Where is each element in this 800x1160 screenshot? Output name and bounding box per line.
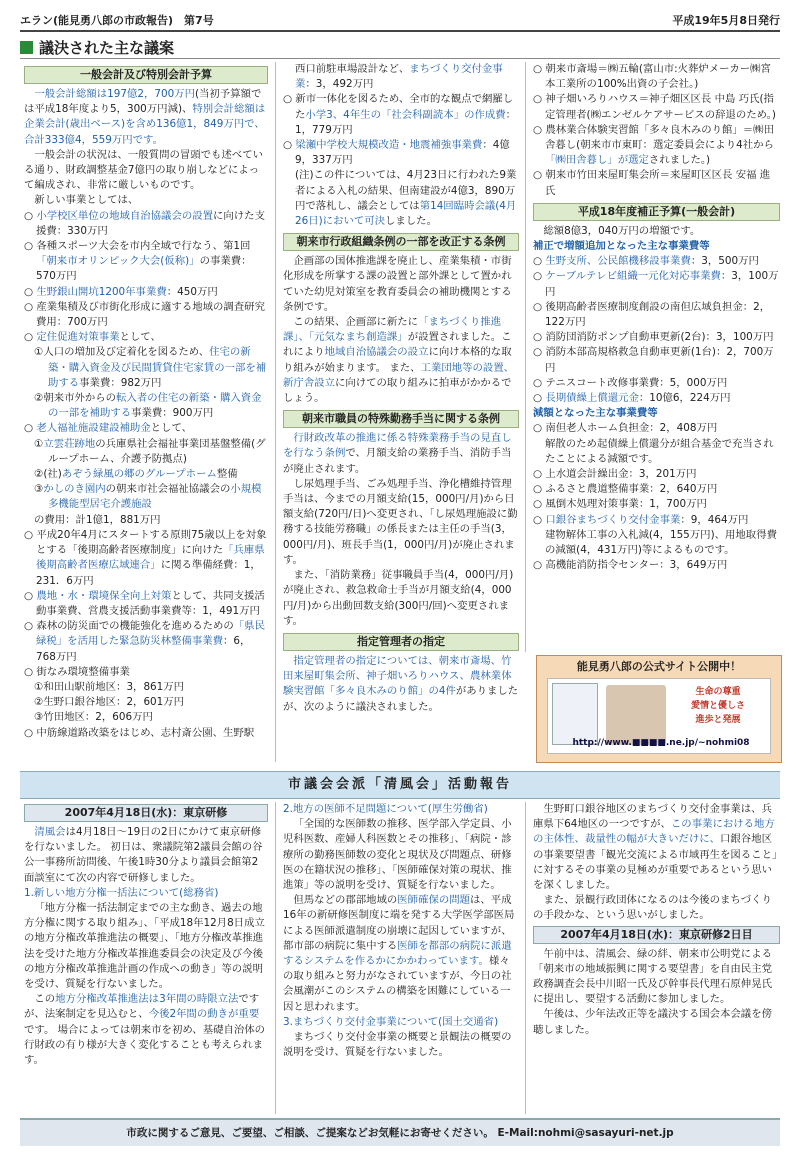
site-screenshot [547, 678, 771, 754]
topic-heading: 1.新しい地方分権一括法について(総務省) [24, 886, 219, 899]
supplementary-budget-heading: 平成18年度補正予算(一般会計) [533, 203, 780, 221]
sub-item: ①立雲荘跡地の兵庫県社会福祉事業団基盤整備(グループホーム、介護予防拠点) [34, 437, 266, 465]
list-item: ○ 南但老人ホーム負担金：2，408万円 [533, 422, 718, 435]
paragraph: また、景観行政団体になるのは今後のまちづくりの手段かな、という思いがしました。 [533, 894, 772, 922]
paragraph: 「地方分権一括法制定までの主な動き、過去の地方分権に関する取り組み」、「平成18年12月8日成立の地方分権改革推進法の概要」、「地方分権改革推進法を受けた地方分権改革推進委員会の決定及び今後の地方分権改革推進計画の作成への動き」等の説明を受け、質疑を行ないました。 [24, 902, 265, 991]
sub-item: ②生野口銀谷地区：2，601万円 [34, 696, 185, 709]
tokyo-training-day2-heading: 2007年4月18日(水)：東京研修2日目 [533, 926, 780, 944]
activity-report-title: 市議会会派「清風会」活動報告 [20, 771, 780, 799]
activity-column-1 [24, 802, 268, 1116]
list-item: ○ 老人福祉施設建設補助金として、 [24, 422, 193, 435]
list-item: ○ テニスコート改修事業費：5，000万円 [533, 376, 728, 389]
newsletter-title: エラン(能見勇八郎の市政報告) 第7号 [20, 14, 214, 27]
list-item: ○ ふるさと農道整備事業：2，640万円 [533, 483, 718, 496]
banner-title: 能見勇八郎の公式サイト公開中！ [576, 660, 742, 673]
paragraph: 総額8億3，040万円の増額です。 [543, 224, 701, 237]
activity-column-3 [533, 802, 780, 1116]
paragraph: 但馬などの郡部地域の医師確保の問題は、平成16年の新研修医制度に端を発する大学医学部医局による医師派遣制度の崩壊に起因していますが、都市部の病院に集中する医師を都部の病院に派遣するシステムを作るかにかかわっています。様々の取り組みと努力がなされていますが、今日の社会風潮がこのシステムの構築を困難にしている一因と思われます。 [283, 894, 515, 1013]
issue-date: 平成19年5月8日発行 [672, 14, 780, 27]
section-title-text: 議決された主な議案 [39, 38, 175, 57]
allowance-heading: 朝来市職員の特殊勤務手当に関する条例 [283, 410, 519, 428]
paragraph: 一般会計の状況は、一般質問の冒頭でも述べている通り、財政調整基金7億円の取り崩しなどによって編成され、非常に厳しいものです。 [24, 148, 263, 192]
paragraph: 指定管理者の指定については、朝来市斎場、竹田来屋町集会所、神子畑いろりハウス、農林業体験実習館「多々良木みのり館」の4件がありましたが、次のように議決されました。 [283, 654, 519, 713]
tokyo-training-heading: 2007年4月18日(水)：東京研修 [24, 804, 268, 822]
topic-heading: 3.まちづくり交付金事業について(国土交通省) [283, 1015, 499, 1028]
list-item: ○ 森林の防災面での機能強化を進めるための「県民緑税」を活用した緊急防災林整備事業費：6，768万円 [24, 620, 265, 663]
footer-contact: 市政に関するご意見、ご要望、ご相談、ご提案などお気軽にお寄せください。 E-Mail:nohmi@sasayuri-net.jp [20, 1118, 780, 1146]
list-item: ○ 生野支所、公民館機移設事業費：3，500万円 [533, 255, 759, 268]
sub-item: ③竹田地区：2，606万円 [34, 711, 153, 724]
note: 建物解体工事の入札減(4，155万円)、用地取得費の減額(4，431万円)等によるものです。 [545, 528, 777, 557]
paragraph: 午後は、少年法改正等を議決する国会本会議を傍聴しました。 [533, 1008, 772, 1036]
list-item: ○ 口銀谷まちづくり交付金事業：9，464万円 [533, 513, 749, 526]
sub-item: ①和田山駅前地区：3，861万円 [34, 680, 185, 693]
list-item: ○ 中筋線道路改築をはじめ、志村斎公園、生野駅 [24, 726, 255, 739]
list-item: ○ 街なみ環境整備事業 [24, 665, 130, 678]
list-item: ○ ケーブルテレビ組織一元化対応事業費：3，100万円 [533, 270, 779, 298]
column-divider [525, 802, 526, 1114]
list-item: ○ 高機能消防指令センター：3，649万円 [533, 559, 728, 572]
sub-item: ②朝来市外からの転入者の住宅の新築・購入資金の一部を補助する事業費：900万円 [34, 392, 262, 420]
paragraph: 企画部の国体推進課を廃止し、産業集積・市街化形成を所掌する課の設置と部外課として置かれていた幼児対策室を教育委員会の補助機関とする条例です。 [283, 255, 512, 313]
note: 解散のため起債繰上償還分が組合基金で充当されたことによる減額です。 [545, 437, 774, 465]
paragraph: 新しい事業としては、 [34, 194, 139, 207]
note: (注)この件については、4月23日に行われた9業者による入札の結果、但南建設が4億3，890万円で落札し、議会としては第14回臨時会議(4月26日)において可決しました。 [295, 169, 517, 228]
list-item: ○ 後期高齢者医療制度創設の南但広域負担金：2，122万円 [533, 300, 771, 329]
general-budget-heading: 一般会計及び特別会計予算 [24, 66, 268, 84]
list-item: ○ 定住促進対策事業として、 [24, 331, 161, 344]
square-icon [20, 41, 33, 54]
list-item: ○ 各種スポーツ大会を市内全域で行なう、第1回「朝来市オリンピック大会(仮称)」の事業費：570万円 [24, 240, 252, 283]
list-item: ○ 長期債繰上償還元金：10億6，224万円 [533, 392, 731, 405]
list-item: ○ 消防団消防ポンプ自動車更新(2台)：3，100万円 [533, 331, 774, 344]
paragraph: 西口前駐車場設計など、まちづくり交付金事業：3，492万円 [295, 63, 503, 91]
topic-heading: 2.地方の医師不足問題について(厚生労働省) [283, 803, 488, 815]
column-2 [283, 62, 519, 767]
sub-item: の費用：計1億1，881万円 [34, 513, 161, 526]
paragraph: 「全国的な医師数の推移、医学部入学定員、小児科医数、産婦人科医数とその推移」、「病院・診療所の勤務医師数の変化と現状及び問題点、研修医の在籍状況の推移」、「医師確保対策の現状、推進策」等の説明を受け、質疑を行ないました。 [283, 818, 512, 892]
list-item: ○ 平成20年4月にスタートする原則75歳以上を対象とする「後期高齢者医療制度」に向けた「兵庫県後期高齢者医療広域連合」に関る準備経費：1，231．6万円 [24, 528, 267, 587]
increase-heading: 補正で増額追加となった主な事業費等 [533, 240, 710, 253]
column-divider [275, 802, 276, 1114]
list-item: ○ 農林業合体験実習館「多々良木みのり館」＝㈱田舎暮し(朝来市市東町：選定委員会により4社から「㈱田舎暮し」が選定されました。) [533, 123, 774, 167]
section-title [20, 36, 780, 59]
paragraph: まちづくり交付金事業の概要と景観法の概要の説明を受け、質疑を行ないました。 [283, 1031, 512, 1059]
column-1 [24, 62, 268, 767]
paragraph: この結果、企画部に新たに「まちづくり推進課」、「元気なまち創造課」が設置されました。これにより地域自治協議会の設立に向け本格的な取り組みが始まります。 また、工業団地等の設置、新庁舎設立に向けての取り組みに拍車がかかるでしょう。 [283, 316, 515, 405]
list-item: ○ 梁瀬中学校大規模改造・地震補強事業費：4億9，337万円 [283, 139, 510, 167]
decrease-heading: 減額となった主な事業費等 [533, 407, 658, 420]
list-item: ○ 風倒木処理対策事業：1，700万円 [533, 498, 707, 511]
list-item: ○ 神子畑いろりハウス＝神子畑区区長 中島 巧氏(指定管理者(㈱エンゼルケアサービスの辞退のため。) [533, 93, 776, 121]
activity-column-2 [283, 802, 519, 1116]
paragraph: 生野町口銀谷地区のまちづくり交付金事業は、兵庫県下64地区の一つですが、この事業における地方の主体性、裁量性の幅が大きいだけに、口銀谷地区の事業要望書「観光交流による市域再生を図ること」に対するその事業の見極めが重要であるという思いを深くしました。 [533, 803, 778, 892]
column-divider [525, 62, 526, 652]
list-item: ○ 小学校区単位の地域自治協議会の設置に向けた支援費：330万円 [24, 209, 265, 237]
list-item: ○ 上水道会計繰出金：3，201万円 [533, 468, 697, 481]
ordinance-heading: 朝来市行政組織条例の一部を改正する条例 [283, 233, 519, 251]
list-item: ○ 農地・水・環境保全向上対策として、共同支援活動事業費、営農支援活動事業費等：1，491万円 [24, 589, 265, 617]
paragraph: この地方分権改革推進法は3年間の時限立法ですが、法案制定を見込むと、今後2年間の動きが重要です。 場合によっては朝来市を初め、基礎自治体の行財政の有り様が大きく変化することも考えられます。 [24, 993, 266, 1067]
sub-item: ①人口の増加及び定着化を図るため、住宅の新築・購入資金及び民間賃貸住宅家賃の一部を補助する事業費：982万円 [34, 346, 267, 389]
paragraph: また、「消防業務」従事職員手当(4，000円/月)が廃止され、救急救命士手当が月額支給(4，000円/月)から出動回数支給(300円/回)へ変更されます。 [283, 569, 514, 627]
portrait-photo [606, 685, 666, 745]
paragraph: し尿処理手当、ごみ処理手当、浄化槽維持管理手当は、今までの月額支給(15，000円/月)から日額支給(720円/日)へ変更され、「し尿処理施設に勤務する技能労務職」の係長または主任の手当(3，000円/月)、班長手当(1，000円/月)が廃止されます。 [283, 477, 518, 566]
list-item: ○ 朝来市斎場＝㈱五輪(富山市:火葬炉メーカー㈱宮本工業所の100%出資の子会社。) [533, 63, 771, 91]
column-3 [533, 62, 780, 654]
slogan: 生命の尊重 愛情と優しさ 進歩と発展 [690, 687, 745, 725]
paragraph: 午前中は、清風会、緑の絆、朝来市公明党による「朝来市の地域振興に関する要望書」を自由民主党政務調査会長中川昭一氏及び幹事長代理石原伸晃氏に提出し、要望する活動に参加しました。 [533, 947, 772, 1006]
list-item: ○ 消防本部高規格救急自動車更新(1台)：2，700万円 [533, 346, 774, 374]
official-site-banner[interactable] [536, 655, 782, 763]
designated-manager-heading: 指定管理者の指定 [283, 633, 519, 651]
sub-item: ③かしのき園内の朝来市社会福祉協議会の小規模多機能型居宅介護施設 [34, 483, 262, 511]
list-item: ○ 新市一体化を図るため、全市的な観点で網羅した小学3、4年生の「社会科副読本」の作成費：1，779万円 [283, 93, 517, 136]
page-header [20, 8, 780, 32]
list-item: ○ 生野銀山開坑1200年事業費：450万円 [24, 285, 218, 298]
site-url-link[interactable]: http://www.■■■■.ne.jp/~nohmi08 [572, 738, 750, 748]
list-item: ○ 産業集積及び市街化形成に適する地域の調査研究費用：700万円 [24, 300, 265, 329]
sub-item: ②(社)あぞう緑風の郷のグループホーム整備 [34, 468, 238, 481]
column-divider [275, 62, 276, 762]
list-item: ○ 朝来市竹田来屋町集会所＝来屋町区区長 安福 進氏 [533, 169, 771, 197]
site-menu-thumbnail [552, 683, 598, 745]
paragraph: 清風会は4月18日～19日の2日にかけて東京研修を行ないました。 初日は、衆議院第2議員会館の谷 公一事務所訪問後、午後1時30分より議員会館第2面談室にて次の内容で研修しました。 [24, 826, 263, 884]
paragraph: 一般会計総額は197億2，700万円(当初予算額では平成18年度より5，300万円減)、特別会計総額は企業会計(歳出ベース)を含め136億1，849万円で、合計333億4，559万円です。 [24, 88, 266, 146]
paragraph: 行財政改革の推進に係る特殊業務手当の見直しを行なう条例で、月額支給の業務手当、消防手当が廃止されます。 [283, 432, 512, 475]
